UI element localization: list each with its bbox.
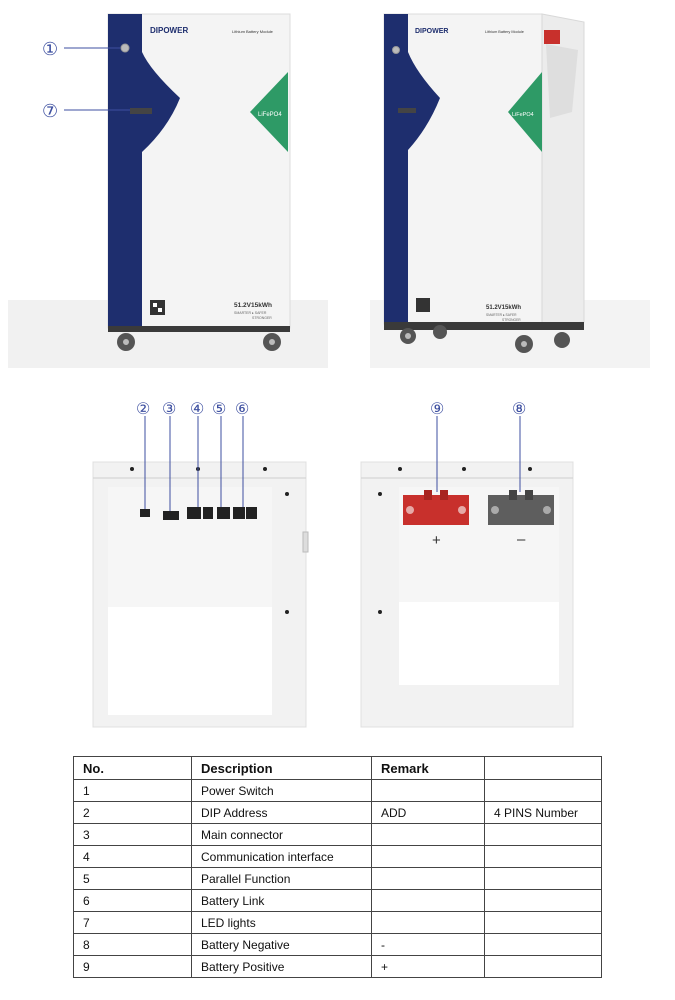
dip-address-switch bbox=[140, 509, 150, 517]
cell-extra bbox=[485, 956, 602, 978]
table-row bbox=[74, 868, 602, 890]
side-terminal bbox=[544, 30, 560, 44]
cell-description: DIP Address bbox=[192, 802, 372, 824]
cell-description: LED lights bbox=[192, 912, 372, 934]
cell-no: 4 bbox=[74, 846, 192, 868]
cell-remark bbox=[372, 824, 485, 846]
chemistry-label: LiFePO4 bbox=[512, 112, 534, 118]
power-switch bbox=[121, 44, 129, 52]
header-no: No. bbox=[74, 757, 192, 780]
cell-extra bbox=[485, 934, 602, 956]
table-row bbox=[74, 956, 602, 978]
callout-8: ⑧ bbox=[512, 399, 527, 418]
brand-logo: DIPOWER bbox=[150, 26, 189, 35]
power-switch bbox=[393, 47, 400, 54]
tagline-line1: SMARTER ▸ SAFER bbox=[486, 313, 517, 317]
main-connector bbox=[163, 511, 179, 520]
callout-9: ⑨ bbox=[430, 399, 445, 418]
callout-5: ⑤ bbox=[212, 399, 227, 418]
callout-3: ③ bbox=[162, 399, 177, 418]
cell-description: Battery Negative bbox=[192, 934, 372, 956]
cell-extra bbox=[485, 868, 602, 890]
cell-extra: 4 PINS Number bbox=[485, 802, 602, 824]
tagline-line2: STRONGER bbox=[252, 316, 272, 320]
led-lights bbox=[398, 108, 416, 113]
port-panel-view bbox=[0, 390, 340, 735]
table-header-row bbox=[74, 757, 602, 780]
qr-code bbox=[150, 300, 165, 315]
cell-no: 3 bbox=[74, 824, 192, 846]
table-row bbox=[74, 846, 602, 868]
cell-description: Power Switch bbox=[192, 780, 372, 802]
side-latch bbox=[303, 532, 308, 552]
positive-symbol: + bbox=[432, 532, 441, 549]
callout-1: ① bbox=[42, 39, 59, 60]
table-row bbox=[74, 934, 602, 956]
chemistry-label: LiFePO4 bbox=[258, 112, 282, 118]
cell-extra bbox=[485, 846, 602, 868]
cell-description: Battery Positive bbox=[192, 956, 372, 978]
cell-no: 1 bbox=[74, 780, 192, 802]
module-label: Lithium Battery Module bbox=[485, 30, 524, 34]
cell-description: Parallel Function bbox=[192, 868, 372, 890]
rating-label: 51.2V15kWh bbox=[486, 305, 522, 311]
module-label: Lithium Battery Module bbox=[232, 29, 273, 34]
callout-2: ② bbox=[136, 399, 151, 418]
callout-4: ④ bbox=[190, 399, 205, 418]
cell-description: Communication interface bbox=[192, 846, 372, 868]
cabinet-base bbox=[108, 326, 290, 332]
cell-no: 7 bbox=[74, 912, 192, 934]
header-remark: Remark bbox=[372, 757, 485, 780]
cell-no: 5 bbox=[74, 868, 192, 890]
header-extra bbox=[485, 757, 602, 780]
tagline-line1: SMARTER ▸ SAFER bbox=[234, 311, 267, 315]
battery-link-port bbox=[233, 507, 245, 519]
callout-7: ⑦ bbox=[42, 101, 59, 122]
cell-extra bbox=[485, 890, 602, 912]
cabinet-base bbox=[384, 322, 584, 330]
cell-remark bbox=[372, 912, 485, 934]
brand-logo: DIPOWER bbox=[415, 28, 449, 35]
table-row bbox=[74, 824, 602, 846]
cell-remark: - bbox=[372, 934, 485, 956]
wheel bbox=[554, 332, 570, 348]
cell-extra bbox=[485, 912, 602, 934]
wheel bbox=[433, 325, 447, 339]
cell-description: Main connector bbox=[192, 824, 372, 846]
cell-no: 2 bbox=[74, 802, 192, 824]
table-row bbox=[74, 890, 602, 912]
cell-no: 8 bbox=[74, 934, 192, 956]
header-description: Description bbox=[192, 757, 372, 780]
battery-angled-view bbox=[340, 0, 675, 370]
cell-remark bbox=[372, 890, 485, 912]
cell-description: Battery Link bbox=[192, 890, 372, 912]
table-row bbox=[74, 912, 602, 934]
led-lights bbox=[130, 108, 152, 114]
cell-remark: + bbox=[372, 956, 485, 978]
negative-symbol: – bbox=[517, 531, 526, 548]
cell-extra bbox=[485, 824, 602, 846]
callout-6: ⑥ bbox=[235, 399, 250, 418]
rating-label: 51.2V15kWh bbox=[234, 302, 272, 309]
tagline-line2: STRONGER bbox=[502, 318, 521, 322]
component-table bbox=[73, 756, 602, 978]
terminal-panel-view bbox=[340, 390, 675, 735]
cell-extra bbox=[485, 780, 602, 802]
table-row bbox=[74, 802, 602, 824]
qr-code bbox=[416, 298, 430, 312]
battery-front-view bbox=[0, 0, 340, 370]
table-row bbox=[74, 780, 602, 802]
cell-no: 6 bbox=[74, 890, 192, 912]
cell-remark bbox=[372, 780, 485, 802]
parallel-port bbox=[217, 507, 230, 519]
cell-remark bbox=[372, 868, 485, 890]
cell-remark: ADD bbox=[372, 802, 485, 824]
communication-port bbox=[187, 507, 201, 519]
cell-remark bbox=[372, 846, 485, 868]
cell-no: 9 bbox=[74, 956, 192, 978]
